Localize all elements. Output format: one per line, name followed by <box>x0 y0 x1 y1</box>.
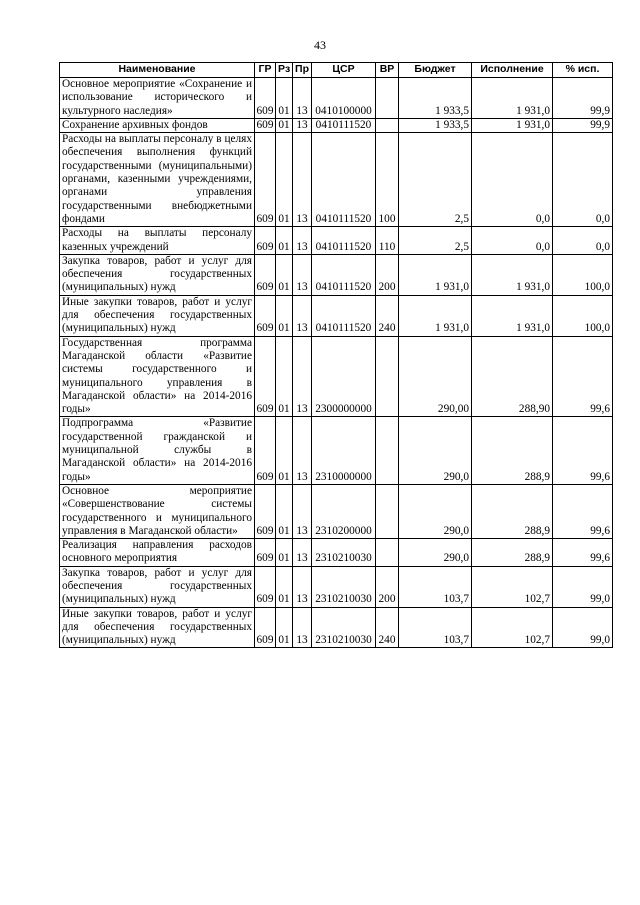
cell-pr: 13 <box>293 227 312 255</box>
cell-vr <box>376 417 399 484</box>
cell-rz: 01 <box>276 607 293 648</box>
cell-percent: 100,0 <box>553 254 613 295</box>
cell-percent: 99,9 <box>553 118 613 132</box>
header-budget: Бюджет <box>399 63 472 78</box>
table-row <box>60 539 613 567</box>
cell-execution: 0,0 <box>472 133 553 227</box>
cell-vr <box>376 336 399 417</box>
cell-execution: 288,9 <box>472 539 553 567</box>
cell-vr: 100 <box>376 133 399 227</box>
cell-budget: 290,0 <box>399 417 472 484</box>
cell-percent: 0,0 <box>553 227 613 255</box>
cell-execution: 1 931,0 <box>472 118 553 132</box>
cell-gr: 609 <box>255 607 276 648</box>
cell-name: Иные закупки товаров, работ и услуг для обеспечения государственных (муниципальных) нужд <box>60 295 255 336</box>
table-row <box>60 484 613 538</box>
cell-name: Закупка товаров, работ и услуг для обеспечения государственных (муниципальных) нужд <box>60 254 255 295</box>
cell-rz: 01 <box>276 295 293 336</box>
cell-budget: 1 933,5 <box>399 78 472 119</box>
header-execution: Исполнение <box>472 63 553 78</box>
cell-rz: 01 <box>276 227 293 255</box>
cell-rz: 01 <box>276 539 293 567</box>
cell-gr: 609 <box>255 484 276 538</box>
cell-name: Иные закупки товаров, работ и услуг для обеспечения государственных (муниципальных) нужд <box>60 607 255 648</box>
cell-execution: 1 931,0 <box>472 295 553 336</box>
cell-percent: 99,9 <box>553 78 613 119</box>
cell-rz: 01 <box>276 78 293 119</box>
cell-csr: 2310200000 <box>312 484 376 538</box>
cell-pr: 13 <box>293 484 312 538</box>
cell-name: Основное мероприятие «Совершенствование системы государственного и муниципального управления в Магаданской области» <box>60 484 255 538</box>
cell-budget: 1 931,0 <box>399 295 472 336</box>
cell-pr: 13 <box>293 336 312 417</box>
budget-execution-table <box>59 62 613 648</box>
cell-gr: 609 <box>255 295 276 336</box>
cell-rz: 01 <box>276 336 293 417</box>
cell-name: Сохранение архивных фондов <box>60 118 255 132</box>
cell-execution: 102,7 <box>472 607 553 648</box>
cell-execution: 102,7 <box>472 566 553 607</box>
cell-csr: 2300000000 <box>312 336 376 417</box>
cell-vr: 240 <box>376 295 399 336</box>
cell-csr: 0410111520 <box>312 254 376 295</box>
table-row <box>60 227 613 255</box>
cell-csr: 0410100000 <box>312 78 376 119</box>
cell-percent: 0,0 <box>553 133 613 227</box>
cell-csr: 0410111520 <box>312 295 376 336</box>
cell-vr <box>376 539 399 567</box>
cell-csr: 0410111520 <box>312 118 376 132</box>
header-name: Наименование <box>60 63 255 78</box>
cell-rz: 01 <box>276 254 293 295</box>
cell-csr: 2310210030 <box>312 539 376 567</box>
cell-gr: 609 <box>255 539 276 567</box>
cell-gr: 609 <box>255 417 276 484</box>
cell-name: Закупка товаров, работ и услуг для обеспечения государственных (муниципальных) нужд <box>60 566 255 607</box>
cell-budget: 1 931,0 <box>399 254 472 295</box>
cell-vr <box>376 78 399 119</box>
page-number: 43 <box>314 38 326 52</box>
cell-budget: 290,0 <box>399 539 472 567</box>
cell-csr: 0410111520 <box>312 227 376 255</box>
cell-vr: 200 <box>376 254 399 295</box>
cell-percent: 100,0 <box>553 295 613 336</box>
cell-name: Расходы на выплаты персоналу казенных учреждений <box>60 227 255 255</box>
cell-percent: 99,0 <box>553 566 613 607</box>
cell-budget: 1 933,5 <box>399 118 472 132</box>
table-row <box>60 118 613 132</box>
cell-rz: 01 <box>276 133 293 227</box>
header-pr: Пр <box>293 63 312 78</box>
cell-execution: 288,9 <box>472 417 553 484</box>
cell-pr: 13 <box>293 539 312 567</box>
cell-percent: 99,6 <box>553 417 613 484</box>
cell-budget: 2,5 <box>399 227 472 255</box>
cell-percent: 99,0 <box>553 607 613 648</box>
cell-name: Основное мероприятие «Сохранение и использование исторического и культурного наследия» <box>60 78 255 119</box>
cell-gr: 609 <box>255 336 276 417</box>
header-csr: ЦСР <box>312 63 376 78</box>
cell-rz: 01 <box>276 484 293 538</box>
header-gr: ГР <box>255 63 276 78</box>
header-rz: Рз <box>276 63 293 78</box>
table-row <box>60 417 613 484</box>
cell-percent: 99,6 <box>553 336 613 417</box>
cell-pr: 13 <box>293 254 312 295</box>
cell-rz: 01 <box>276 118 293 132</box>
cell-name: Государственная программа Магаданской области «Развитие системы государственного и муниципального управления в Магаданской области» на 2014-2016 годы» <box>60 336 255 417</box>
cell-execution: 1 931,0 <box>472 78 553 119</box>
cell-budget: 2,5 <box>399 133 472 227</box>
cell-rz: 01 <box>276 566 293 607</box>
cell-vr <box>376 484 399 538</box>
cell-pr: 13 <box>293 133 312 227</box>
table-row <box>60 78 613 119</box>
cell-pr: 13 <box>293 417 312 484</box>
cell-pr: 13 <box>293 295 312 336</box>
table-row <box>60 566 613 607</box>
cell-pr: 13 <box>293 607 312 648</box>
cell-csr: 2310000000 <box>312 417 376 484</box>
cell-name: Реализация направления расходов основного мероприятия <box>60 539 255 567</box>
header-percent: % исп. <box>553 63 613 78</box>
cell-csr: 0410111520 <box>312 133 376 227</box>
cell-percent: 99,6 <box>553 539 613 567</box>
cell-name: Расходы на выплаты персоналу в целях обеспечения выполнения функций государственными (муниципальными) органами, казенными учреждениями, органами управления государственными внебюджетными фондами <box>60 133 255 227</box>
cell-percent: 99,6 <box>553 484 613 538</box>
table-row <box>60 133 613 227</box>
cell-execution: 1 931,0 <box>472 254 553 295</box>
cell-gr: 609 <box>255 254 276 295</box>
cell-pr: 13 <box>293 566 312 607</box>
header-vr: ВР <box>376 63 399 78</box>
cell-name: Подпрограмма «Развитие государственной гражданской и муниципальной службы в Магаданской области» на 2014-2016 годы» <box>60 417 255 484</box>
cell-gr: 609 <box>255 78 276 119</box>
cell-gr: 609 <box>255 133 276 227</box>
cell-gr: 609 <box>255 118 276 132</box>
cell-budget: 290,00 <box>399 336 472 417</box>
cell-pr: 13 <box>293 118 312 132</box>
cell-execution: 288,9 <box>472 484 553 538</box>
table-header-row <box>60 63 613 78</box>
cell-vr: 110 <box>376 227 399 255</box>
table-row <box>60 254 613 295</box>
cell-budget: 290,0 <box>399 484 472 538</box>
cell-csr: 2310210030 <box>312 607 376 648</box>
table-row <box>60 607 613 648</box>
cell-gr: 609 <box>255 566 276 607</box>
cell-csr: 2310210030 <box>312 566 376 607</box>
cell-gr: 609 <box>255 227 276 255</box>
cell-budget: 103,7 <box>399 566 472 607</box>
cell-vr: 200 <box>376 566 399 607</box>
cell-execution: 288,90 <box>472 336 553 417</box>
table-row <box>60 336 613 417</box>
cell-rz: 01 <box>276 417 293 484</box>
cell-vr <box>376 118 399 132</box>
cell-execution: 0,0 <box>472 227 553 255</box>
table-row <box>60 295 613 336</box>
cell-budget: 103,7 <box>399 607 472 648</box>
cell-pr: 13 <box>293 78 312 119</box>
cell-vr: 240 <box>376 607 399 648</box>
